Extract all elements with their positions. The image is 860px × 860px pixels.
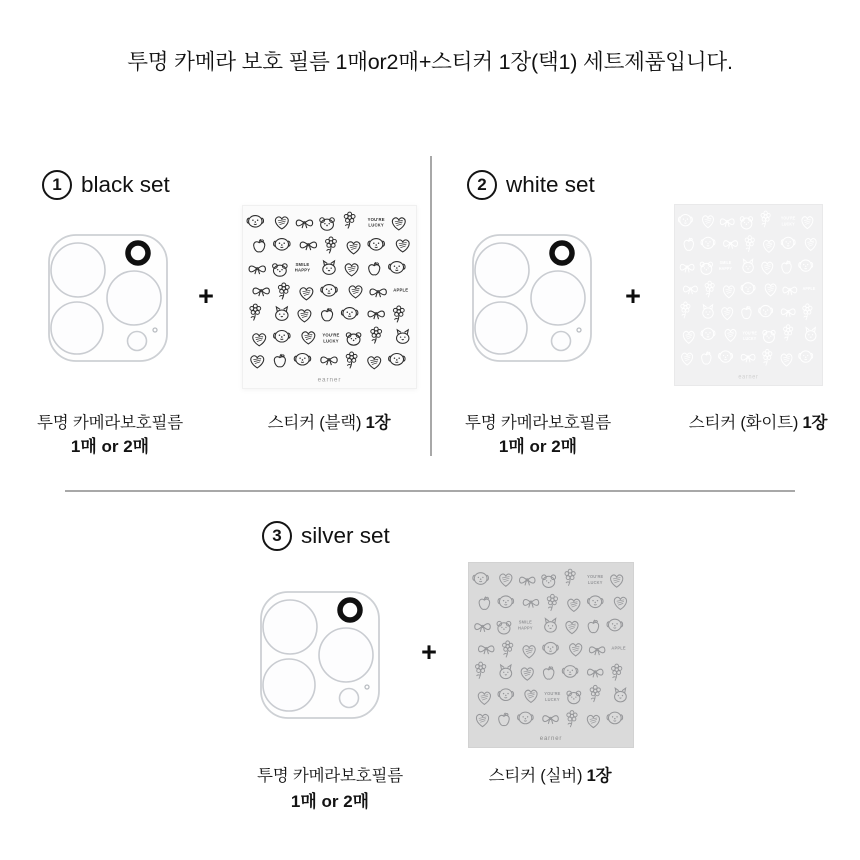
brand-text: earner	[738, 374, 759, 381]
sticker-label-1	[243, 409, 415, 433]
set-header-silver	[262, 521, 390, 551]
sticker-qty-1: 1장	[365, 414, 391, 432]
svg-text:LUCKY: LUCKY	[743, 336, 757, 342]
set-header-black	[42, 170, 170, 200]
vertical-divider	[430, 156, 432, 456]
svg-text:YOU'RE: YOU'RE	[587, 573, 604, 580]
svg-text:LUCKY: LUCKY	[368, 222, 384, 228]
sticker-label-text-1: 스티커 (블랙)	[267, 414, 362, 432]
sticker-label-2	[672, 409, 844, 433]
brand-text: earner	[539, 735, 563, 743]
page-title: 투명 카메라 보호 필름 1매or2매+스티커 1장(택1) 세트제품입니다.	[127, 50, 733, 74]
svg-text:LUCKY: LUCKY	[781, 222, 795, 227]
plus-sign-2: +	[625, 281, 641, 311]
brand-text: earner	[317, 376, 342, 384]
svg-text:HAPPY: HAPPY	[718, 266, 733, 271]
film-label-3: 투명 카메라보호필름	[256, 767, 404, 785]
set-name-white: white set	[506, 172, 595, 197]
set-number-badge-3: 3	[262, 521, 292, 551]
set-number-badge-1: 1	[42, 170, 72, 200]
sticker-label-3	[463, 762, 637, 786]
set-name-black: black set	[81, 172, 170, 197]
camera-film-protector-2	[472, 234, 592, 362]
svg-text:SMILE: SMILE	[719, 261, 732, 266]
svg-text:HAPPY: HAPPY	[518, 625, 533, 631]
sticker-doodle-pattern	[678, 211, 816, 366]
svg-text:SMILE: SMILE	[295, 261, 310, 267]
camera-film-protector-3	[260, 591, 380, 719]
sticker-doodle-pattern	[473, 569, 627, 727]
set-number-badge-2: 2	[467, 170, 497, 200]
film-label-1: 투명 카메라보호필름	[36, 414, 184, 432]
set-name-silver: silver set	[301, 523, 390, 548]
svg-text:SMILE: SMILE	[518, 619, 532, 625]
svg-text:APPLE: APPLE	[802, 286, 816, 291]
sticker-sheet-silver	[468, 562, 634, 748]
set-header-white	[467, 170, 595, 200]
svg-text:APPLE: APPLE	[611, 645, 626, 651]
film-qty-1: 1매 or 2매	[70, 437, 150, 456]
horizontal-divider	[65, 490, 795, 492]
svg-text:YOU'RE: YOU'RE	[742, 331, 758, 336]
camera-protector-shape	[473, 235, 591, 361]
film-qty-3: 1매 or 2매	[290, 792, 370, 811]
svg-text:LUCKY: LUCKY	[323, 338, 339, 344]
sticker-label-text-3: 스티커 (실버)	[488, 767, 583, 785]
camera-protector-shape	[49, 235, 167, 361]
camera-protector-shape	[261, 592, 379, 718]
sticker-sheet-white	[674, 204, 823, 386]
svg-text:YOU'RE: YOU'RE	[367, 216, 385, 222]
sticker-qty-3: 1장	[586, 767, 612, 785]
svg-text:YOU'RE: YOU'RE	[780, 216, 796, 221]
film-qty-2: 1매 or 2매	[498, 437, 578, 456]
camera-film-protector-1	[48, 234, 168, 362]
film-label-2: 투명 카메라보호필름	[464, 414, 612, 432]
svg-text:APPLE: APPLE	[393, 287, 409, 293]
svg-text:LUCKY: LUCKY	[545, 696, 560, 703]
svg-text:HAPPY: HAPPY	[294, 267, 311, 273]
plus-sign-3: +	[421, 637, 437, 667]
sticker-doodle-pattern	[247, 212, 409, 369]
svg-text:YOU'RE: YOU'RE	[322, 332, 340, 338]
svg-text:LUCKY: LUCKY	[587, 579, 603, 585]
sticker-sheet-black	[242, 205, 417, 389]
sticker-label-text-2: 스티커 (화이트)	[688, 414, 799, 432]
sticker-qty-2: 1장	[802, 414, 828, 432]
plus-sign-1: +	[198, 281, 214, 311]
svg-text:YOU'RE: YOU'RE	[544, 691, 561, 697]
